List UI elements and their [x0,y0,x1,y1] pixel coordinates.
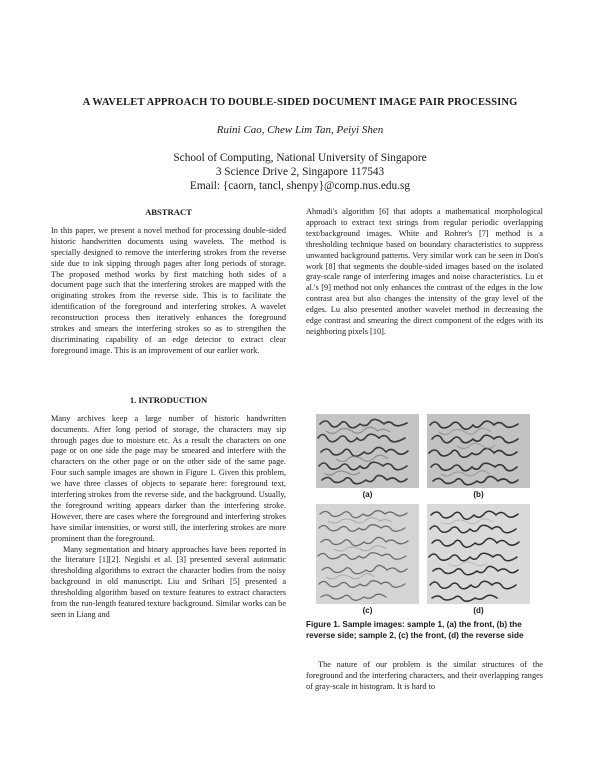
abstract-text: In this paper, we present a novel method for processing double-sided historic handwritten documents using wavelets. The method is specially designed to remove the interfering strokes from the reverse side due to ink sipping through pages after long periods of storage. The proposed method works by first matching both sides of a document page such that the interfering strokes are mapped with the originating strokes from the reverse side. This is to facilitate the identification of the foreground and interfering strokes. A wavelet reconstruction process then iteratively enhances the foreground strokes and smears the interfering strokes so as to strengthen the discriminating capability of an edge detector to extract clear foreground image. This is an improvement of our earlier work. [51,225,286,355]
abstract-heading: ABSTRACT [145,207,192,217]
right-column-bottom [306,660,543,693]
intro-paragraph-2: Many segmentation and binary approaches have been reported in the literature [1][2]. Negishi et al. [3] presented several automatic thresholding algorithms to extract the character bodies from the noisy background in old manuscript. Liu and Srihari [5] presented a thresholding algorithm based on texture features to extract characters from the run-length featured texture background. Similar works can be seen in Liang and [51,544,286,619]
affiliation-school: School of Computing, National University of Singapore [173,152,427,164]
sample-image-a [316,414,419,488]
right-column-top [306,207,543,338]
intro-paragraph-1: Many archives keep a large number of historic handwritten documents. After long period of storage, the characters may sip through pages due to moisture etc. As a result the characters on one page or on one side the page may be smeared and interfere with the characters on the other page or on the other side of the same page. Four such sample images are shown in Figure 1. Given this problem, we have three classes of objects to separate here: foreground text, interfering strokes from the reverse side, and the background. Usually, the foreground writing appears darker than the interfering stroke. However, there are cases where the foreground and interfering strokes have similar intensities, or worst still, the interfering strokes are more prominent than the foreground. [51,413,286,543]
paper-title: A WAVELET APPROACH TO DOUBLE-SIDED DOCUMENT IMAGE PAIR PROCESSING [82,97,518,108]
introduction-heading: 1. INTRODUCTION [129,394,208,405]
paper-authors: Ruini Cao, Chew Lim Tan, Peiyi Shen [216,124,384,136]
sample-image-c [316,504,419,604]
figure-1 [316,414,530,632]
problem-paragraph: The nature of our problem is the similar structures of the foreground and the interfering characters, and their overlapping ranges of gray-scale in histogram. It is hard to [306,660,543,691]
figure-caption: Figure 1. Sample images: sample 1, (a) the front, (b) the reverse side; sample 2, (c) the front, (d) the reverse side [306,620,524,640]
panel-label-b: (b) [473,490,484,499]
panel-label-c: (c) [362,606,373,615]
related-work-paragraph: Ahmadi's algorithm [6] that adopts a mathematical morphological approach to extract text strings from regular periodic overlapping text/background images. White and Rohrer's [7] method is a thresholding technique based on boundary characteristics to suppress unwanted background patterns. Very similar work can be seen in Don's work [8] that segments the double-sided images based on the isolated gray-scale range of interfering images and noise characteristics. Lu et al.'s [9] method not only enhances the contrast of the edges in the low contrast area but also changes the intensity of the gray level of the edges. Lu also presented another wavelet method in decreasing the edge contrast and smearing the direct component of the edges with its neighboring pixels [10]. [306,207,543,336]
panel-label-a: (a) [362,490,373,499]
sample-image-b [427,414,530,488]
affiliation-email: Email: {caorn, tancl, shenpy}@comp.nus.edu.sg [189,180,411,192]
affiliation-block [40,151,560,193]
left-column [51,207,286,621]
affiliation-address: 3 Science Drive 2, Singapore 117543 [215,166,385,178]
sample-image-d [427,504,530,604]
panel-label-d: (d) [473,606,484,615]
